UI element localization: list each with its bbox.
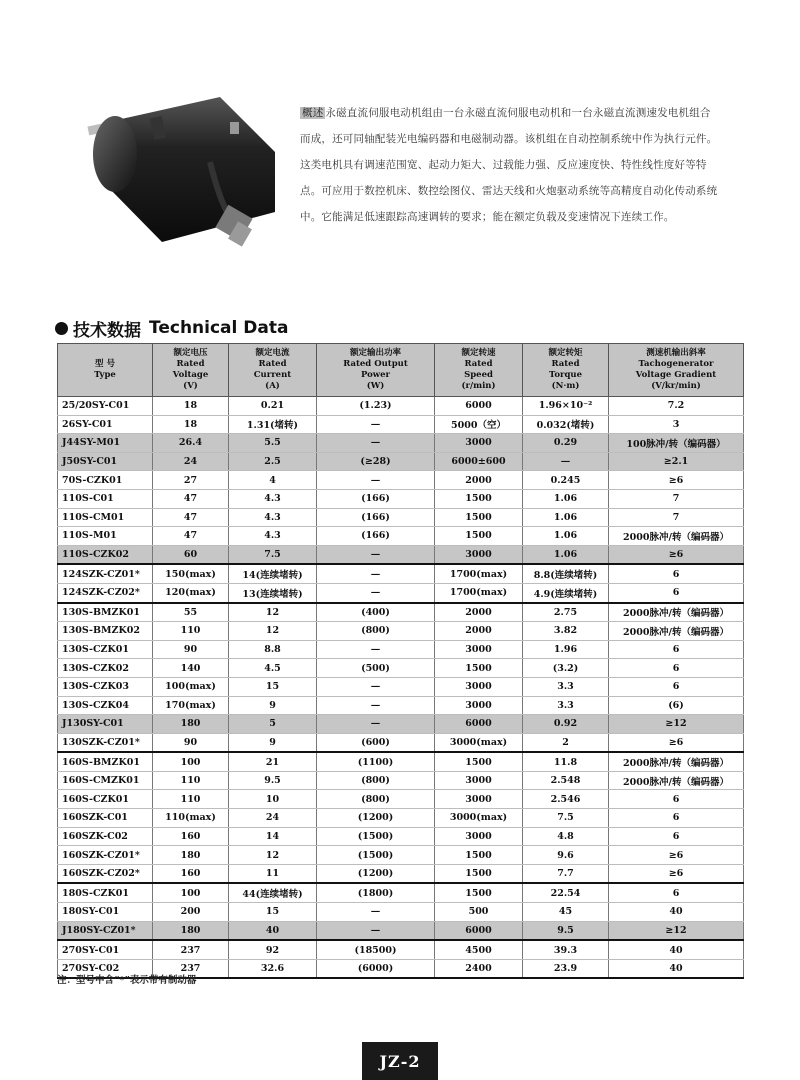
cell-torque: 4.8: [523, 827, 609, 846]
cell-type: 26SY-C01: [58, 415, 153, 434]
cell-torque: 1.96: [523, 640, 609, 659]
cell-torque: 7.7: [523, 864, 609, 883]
cell-type: 180SY-C01: [58, 903, 153, 922]
cell-current: 7.5: [229, 545, 317, 564]
cell-torque: 1.06: [523, 527, 609, 546]
cell-torque: 2.546: [523, 790, 609, 809]
intro-text: 永磁直流伺服电动机组由一台永磁直流伺服电动机和一台永磁直流测速发电机组合而成，还可同轴配装光电编码器和电磁制动器。该机组在自动控制系统中作为执行元件。这类电机具有调速范围宽、起动力矩大、过载能力强、反应速度快、特性线性度好等特点。可应用于数控机床、数控绘图仪、雷达天线和火炮驱动系统等高精度自动化传动系统中。它能满足低速跟踪高速调转的要求；能在额定负载及变速情况下连续工作。: [300, 107, 718, 223]
cell-gradient: 6: [609, 583, 744, 602]
cell-torque: 2: [523, 733, 609, 752]
cell-speed: 3000: [435, 827, 523, 846]
cell-power: (800): [317, 790, 435, 809]
cell-power: (166): [317, 508, 435, 527]
cell-gradient: ≥6: [609, 864, 744, 883]
cell-gradient: 6: [609, 883, 744, 902]
cell-current: 9: [229, 733, 317, 752]
cell-type: 110S-CM01: [58, 508, 153, 527]
cell-torque: 0.245: [523, 471, 609, 490]
column-header: [229, 344, 317, 397]
table-row: [58, 659, 744, 678]
cell-voltage: 90: [153, 640, 229, 659]
cell-power: —: [317, 415, 435, 434]
cell-gradient: 2000脉冲/转（编码器）: [609, 752, 744, 771]
cell-voltage: 180: [153, 921, 229, 940]
cell-power: (500): [317, 659, 435, 678]
cell-gradient: (6): [609, 696, 744, 715]
cell-speed: 4500: [435, 940, 523, 959]
cell-gradient: 2000脉冲/转（编码器）: [609, 527, 744, 546]
table-row: [58, 715, 744, 734]
cell-power: —: [317, 677, 435, 696]
cell-type: 110S-M01: [58, 527, 153, 546]
cell-voltage: 18: [153, 415, 229, 434]
column-header-line: Rated: [176, 359, 205, 369]
cell-current: 4.3: [229, 508, 317, 527]
table-header-row: [58, 344, 744, 397]
table-row: [58, 527, 744, 546]
table-row: [58, 489, 744, 508]
cell-type: 130S-BMZK01: [58, 603, 153, 622]
cell-current: 9.5: [229, 771, 317, 790]
cell-power: (166): [317, 489, 435, 508]
table-row: [58, 752, 744, 771]
cell-power: (800): [317, 622, 435, 641]
cell-torque: 1.96×10⁻²: [523, 397, 609, 416]
cell-current: 14(连续堵转): [229, 564, 317, 583]
cell-gradient: ≥6: [609, 846, 744, 865]
cell-current: 9: [229, 696, 317, 715]
cell-gradient: 6: [609, 564, 744, 583]
cell-type: 124SZK-CZ01*: [58, 564, 153, 583]
cell-gradient: 6: [609, 790, 744, 809]
cell-voltage: 160: [153, 864, 229, 883]
cell-voltage: 180: [153, 715, 229, 734]
cell-type: 180S-CZK01: [58, 883, 153, 902]
cell-current: 10: [229, 790, 317, 809]
cell-current: 4.3: [229, 489, 317, 508]
cell-power: —: [317, 545, 435, 564]
column-header: [153, 344, 229, 397]
cell-speed: 3000: [435, 696, 523, 715]
column-header: [58, 344, 153, 397]
cell-voltage: 170(max): [153, 696, 229, 715]
cell-speed: 1700(max): [435, 583, 523, 602]
column-header-line: 测速机输出斜率: [646, 348, 706, 358]
cell-gradient: 3: [609, 415, 744, 434]
cell-current: 5: [229, 715, 317, 734]
column-header-line: Voltage Gradient: [635, 370, 717, 380]
table-row: [58, 921, 744, 940]
cell-gradient: 7: [609, 508, 744, 527]
cell-power: (1500): [317, 846, 435, 865]
cell-gradient: 2000脉冲/转（编码器）: [609, 603, 744, 622]
cell-torque: 3.3: [523, 696, 609, 715]
column-header-line: Type: [94, 370, 116, 380]
section-title-cn: 技术数据: [73, 320, 141, 341]
cell-gradient: 7.2: [609, 397, 744, 416]
cell-voltage: 110: [153, 771, 229, 790]
cell-current: 8.8: [229, 640, 317, 659]
cell-gradient: ≥6: [609, 471, 744, 490]
cell-torque: 8.8(连续堵转): [523, 564, 609, 583]
cell-speed: 1500: [435, 846, 523, 865]
cell-type: 270SY-C01: [58, 940, 153, 959]
cell-voltage: 180: [153, 846, 229, 865]
cell-current: 0.21: [229, 397, 317, 416]
cell-speed: 3000: [435, 677, 523, 696]
cell-speed: 1500: [435, 883, 523, 902]
table-row: [58, 696, 744, 715]
cell-voltage: 47: [153, 508, 229, 527]
cell-speed: 6000: [435, 397, 523, 416]
cell-torque: —: [523, 452, 609, 471]
column-header-line: 型 号: [95, 359, 115, 369]
cell-gradient: 6: [609, 640, 744, 659]
cell-current: 32.6: [229, 959, 317, 978]
page-label: JZ-2: [362, 1042, 438, 1080]
bullet-icon: [55, 322, 68, 335]
cell-current: 13(连续堵转): [229, 583, 317, 602]
cell-power: —: [317, 434, 435, 453]
cell-type: 70S-CZK01: [58, 471, 153, 490]
cell-current: 15: [229, 903, 317, 922]
cell-torque: 2.548: [523, 771, 609, 790]
cell-gradient: 6: [609, 827, 744, 846]
cell-gradient: 2000脉冲/转（编码器）: [609, 771, 744, 790]
cell-speed: 6000±600: [435, 452, 523, 471]
table-row: [58, 603, 744, 622]
column-header-line: Current: [253, 370, 292, 380]
cell-type: 130S-CZK02: [58, 659, 153, 678]
column-header-line: Speed: [464, 370, 493, 380]
cell-power: (1800): [317, 883, 435, 902]
column-header-line: Rated Output: [343, 359, 408, 369]
cell-type: J180SY-CZ01*: [58, 921, 153, 940]
cell-speed: 1500: [435, 527, 523, 546]
column-header-line: 额定输出功率: [349, 348, 401, 358]
cell-power: (1.23): [317, 397, 435, 416]
cell-torque: 9.5: [523, 921, 609, 940]
column-header: [317, 344, 435, 397]
cell-voltage: 160: [153, 827, 229, 846]
cell-power: (800): [317, 771, 435, 790]
intro-paragraph: [300, 100, 720, 230]
cell-torque: 3.82: [523, 622, 609, 641]
cell-speed: 3000: [435, 434, 523, 453]
cell-torque: 0.92: [523, 715, 609, 734]
column-header: [435, 344, 523, 397]
cell-gradient: ≥6: [609, 733, 744, 752]
cell-speed: 3000: [435, 545, 523, 564]
table-row: [58, 883, 744, 902]
cell-current: 5.5: [229, 434, 317, 453]
cell-current: 24: [229, 809, 317, 828]
cell-type: 130S-CZK03: [58, 677, 153, 696]
cell-gradient: ≥6: [609, 545, 744, 564]
cell-type: 160SZK-C01: [58, 809, 153, 828]
cell-gradient: ≥12: [609, 921, 744, 940]
cell-power: —: [317, 921, 435, 940]
cell-torque: 7.5: [523, 809, 609, 828]
cell-power: —: [317, 583, 435, 602]
cell-voltage: 120(max): [153, 583, 229, 602]
cell-voltage: 26.4: [153, 434, 229, 453]
cell-voltage: 237: [153, 940, 229, 959]
cell-torque: 2.75: [523, 603, 609, 622]
cell-power: (1200): [317, 809, 435, 828]
table-row: [58, 640, 744, 659]
cell-gradient: 7: [609, 489, 744, 508]
cell-current: 21: [229, 752, 317, 771]
cell-power: (1100): [317, 752, 435, 771]
cell-power: (166): [317, 527, 435, 546]
cell-voltage: 110: [153, 622, 229, 641]
cell-speed: 2000: [435, 471, 523, 490]
cell-gradient: 40: [609, 903, 744, 922]
cell-torque: 11.8: [523, 752, 609, 771]
cell-voltage: 24: [153, 452, 229, 471]
column-header-line: Rated: [551, 359, 580, 369]
cell-power: (≥28): [317, 452, 435, 471]
table-row: [58, 508, 744, 527]
cell-torque: 23.9: [523, 959, 609, 978]
cell-voltage: 27: [153, 471, 229, 490]
column-header-line: (V/kr/min): [651, 381, 701, 391]
cell-speed: 3000: [435, 790, 523, 809]
cell-power: —: [317, 715, 435, 734]
cell-type: J44SY-M01: [58, 434, 153, 453]
cell-current: 15: [229, 677, 317, 696]
column-header-line: Tachogenerator: [638, 359, 714, 369]
cell-power: —: [317, 471, 435, 490]
cell-gradient: 100脉冲/转（编码器）: [609, 434, 744, 453]
column-header-line: 额定电流: [255, 348, 290, 358]
table-row: [58, 622, 744, 641]
cell-torque: 45: [523, 903, 609, 922]
cell-speed: 5000（空）: [435, 415, 523, 434]
cell-power: —: [317, 903, 435, 922]
cell-torque: 39.3: [523, 940, 609, 959]
cell-voltage: 110(max): [153, 809, 229, 828]
column-header-line: (N·m): [551, 381, 580, 391]
cell-speed: 1500: [435, 489, 523, 508]
cell-current: 1.31(堵转): [229, 415, 317, 434]
column-header-line: (A): [265, 381, 280, 391]
cell-voltage: 237: [153, 959, 229, 978]
cell-gradient: 6: [609, 809, 744, 828]
cell-power: —: [317, 696, 435, 715]
column-header-line: 额定转速: [461, 348, 496, 358]
column-header-line: (r/min): [461, 381, 496, 391]
cell-type: 124SZK-CZ02*: [58, 583, 153, 602]
cell-torque: 3.3: [523, 677, 609, 696]
cell-current: 40: [229, 921, 317, 940]
cell-speed: 2000: [435, 603, 523, 622]
cell-speed: 3000(max): [435, 809, 523, 828]
cell-speed: 3000: [435, 640, 523, 659]
cell-type: 160SZK-CZ01*: [58, 846, 153, 865]
table-row: [58, 940, 744, 959]
cell-speed: 6000: [435, 715, 523, 734]
cell-type: 160SZK-CZ02*: [58, 864, 153, 883]
cell-speed: 3000: [435, 771, 523, 790]
cell-gradient: ≥12: [609, 715, 744, 734]
column-header-line: Rated: [464, 359, 493, 369]
cell-type: 130S-BMZK02: [58, 622, 153, 641]
cell-speed: 3000(max): [435, 733, 523, 752]
cell-gradient: ≥2.1: [609, 452, 744, 471]
cell-type: 160S-BMZK01: [58, 752, 153, 771]
section-title-en: Technical Data: [149, 318, 289, 338]
technical-data-table: [57, 343, 744, 979]
cell-voltage: 150(max): [153, 564, 229, 583]
table-row: [58, 903, 744, 922]
cell-current: 14: [229, 827, 317, 846]
table-row: [58, 564, 744, 583]
cell-voltage: 100(max): [153, 677, 229, 696]
column-header: [523, 344, 609, 397]
cell-current: 12: [229, 622, 317, 641]
table-row: [58, 415, 744, 434]
cell-torque: 0.032(堵转): [523, 415, 609, 434]
cell-voltage: 60: [153, 545, 229, 564]
cell-speed: 2000: [435, 622, 523, 641]
cell-voltage: 100: [153, 752, 229, 771]
cell-voltage: 200: [153, 903, 229, 922]
cell-current: 4.5: [229, 659, 317, 678]
cell-voltage: 110: [153, 790, 229, 809]
cell-current: 12: [229, 846, 317, 865]
footnote: 注：型号中含“*”表示带有制动器: [57, 975, 197, 986]
cell-torque: 22.54: [523, 883, 609, 902]
column-header-line: (V): [183, 381, 198, 391]
cell-torque: 4.9(连续堵转): [523, 583, 609, 602]
cell-power: —: [317, 564, 435, 583]
cell-speed: 500: [435, 903, 523, 922]
column-header-line: Rated: [258, 359, 287, 369]
cell-voltage: 47: [153, 489, 229, 508]
cell-voltage: 47: [153, 527, 229, 546]
column-header-line: Voltage: [172, 370, 209, 380]
cell-type: 25/20SY-C01: [58, 397, 153, 416]
cell-current: 11: [229, 864, 317, 883]
cell-power: (1200): [317, 864, 435, 883]
table-row: [58, 677, 744, 696]
table-row: [58, 471, 744, 490]
table-row: [58, 583, 744, 602]
column-header-line: (W): [366, 381, 385, 391]
cell-torque: 1.06: [523, 545, 609, 564]
cell-power: —: [317, 640, 435, 659]
cell-type: 110S-CZK02: [58, 545, 153, 564]
table-row: [58, 846, 744, 865]
cell-speed: 2400: [435, 959, 523, 978]
servo-motor-photo: [70, 92, 290, 267]
cell-voltage: 90: [153, 733, 229, 752]
cell-speed: 1500: [435, 864, 523, 883]
cell-torque: 0.29: [523, 434, 609, 453]
cell-speed: 1500: [435, 659, 523, 678]
table-row: [58, 790, 744, 809]
cell-power: (6000): [317, 959, 435, 978]
cell-current: 2.5: [229, 452, 317, 471]
cell-gradient: 6: [609, 659, 744, 678]
cell-gradient: 2000脉冲/转（编码器）: [609, 622, 744, 641]
cell-type: 130SZK-CZ01*: [58, 733, 153, 752]
cell-type: 130S-CZK04: [58, 696, 153, 715]
section-title: [55, 316, 288, 340]
cell-torque: (3.2): [523, 659, 609, 678]
cell-gradient: 40: [609, 959, 744, 978]
cell-voltage: 100: [153, 883, 229, 902]
cell-current: 12: [229, 603, 317, 622]
table-row: [58, 545, 744, 564]
cell-power: (600): [317, 733, 435, 752]
table-row: [58, 809, 744, 828]
cell-speed: 6000: [435, 921, 523, 940]
cell-type: 270SY-C02: [58, 959, 153, 978]
table-row: [58, 434, 744, 453]
table-row: [58, 827, 744, 846]
cell-current: 4.3: [229, 527, 317, 546]
cell-current: 92: [229, 940, 317, 959]
cell-speed: 1500: [435, 752, 523, 771]
cell-type: 110S-C01: [58, 489, 153, 508]
cell-speed: 1500: [435, 508, 523, 527]
cell-power: (1500): [317, 827, 435, 846]
cell-torque: 1.06: [523, 489, 609, 508]
cell-type: 160S-CMZK01: [58, 771, 153, 790]
cell-power: (400): [317, 603, 435, 622]
cell-type: J50SY-C01: [58, 452, 153, 471]
table-row: [58, 864, 744, 883]
cell-current: 4: [229, 471, 317, 490]
column-header-line: 额定电压: [173, 348, 208, 358]
cell-torque: 1.06: [523, 508, 609, 527]
table-row: [58, 771, 744, 790]
column-header-line: Torque: [548, 370, 583, 380]
column-header: [609, 344, 744, 397]
column-header-line: 额定转矩: [548, 348, 583, 358]
cell-type: 160SZK-C02: [58, 827, 153, 846]
cell-torque: 9.6: [523, 846, 609, 865]
cell-voltage: 18: [153, 397, 229, 416]
column-header-line: Power: [360, 370, 391, 380]
cell-type: 160S-CZK01: [58, 790, 153, 809]
cell-type: 130S-CZK01: [58, 640, 153, 659]
intro-tag: 概述: [302, 107, 324, 119]
cell-power: (18500): [317, 940, 435, 959]
cell-voltage: 140: [153, 659, 229, 678]
cell-gradient: 40: [609, 940, 744, 959]
cell-voltage: 55: [153, 603, 229, 622]
table-row: [58, 452, 744, 471]
cell-gradient: 6: [609, 677, 744, 696]
table-row: [58, 397, 744, 416]
table-row: [58, 733, 744, 752]
cell-speed: 1700(max): [435, 564, 523, 583]
cell-type: J130SY-C01: [58, 715, 153, 734]
cell-current: 44(连续堵转): [229, 883, 317, 902]
